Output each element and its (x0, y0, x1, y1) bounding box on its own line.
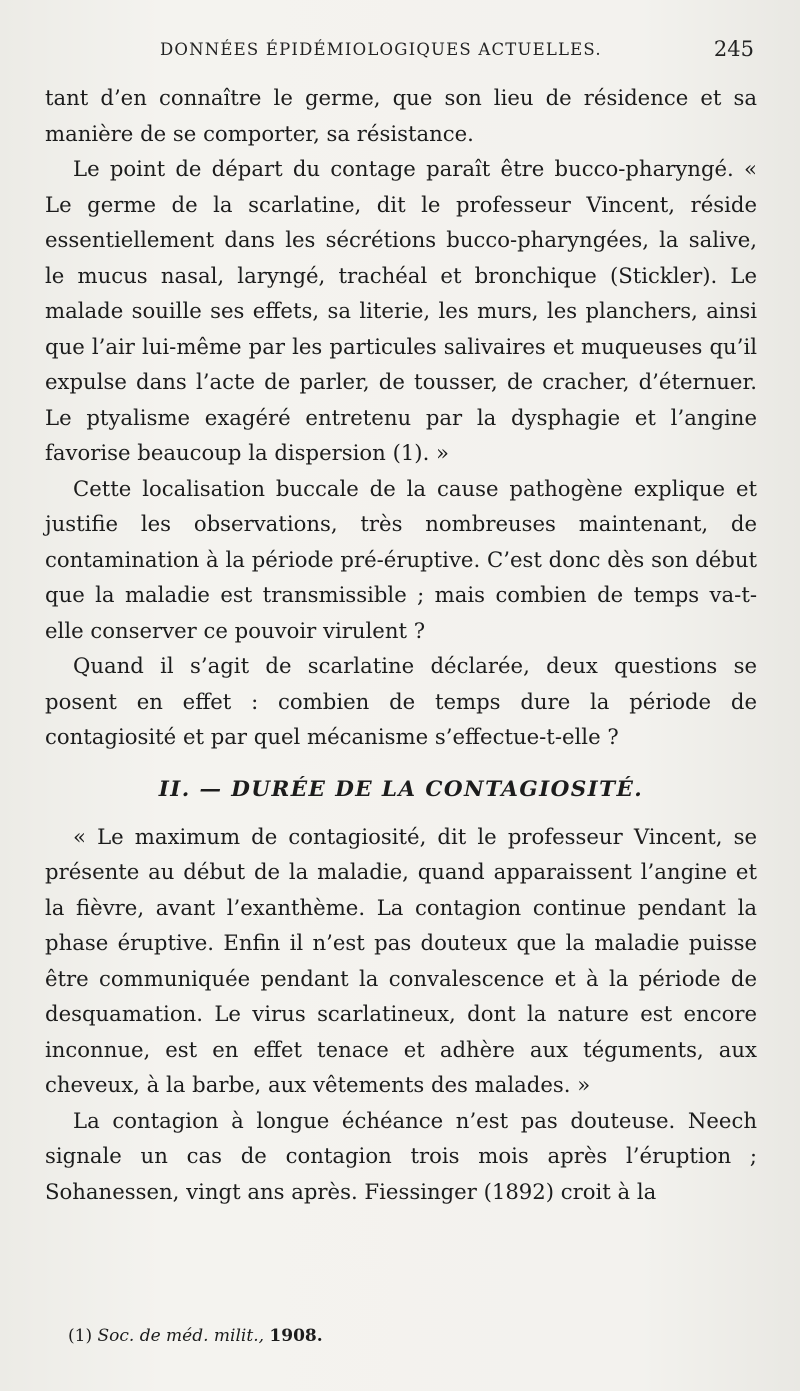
running-head (160, 37, 760, 70)
paragraph-buccal-localisation: Cette localisation buccale de la cause pathogène explique et justifie les observations, très nombreuses maintenant, de contamination à la période pré-éruptive. C’est donc dès son début que la maladie est transmissible ; mais combien de temps va-t-elle conserver ce pouvoir virulent ? (45, 475, 757, 643)
footnote-marker: (1) (68, 1326, 93, 1346)
footnote (68, 1326, 323, 1346)
footnote-source: Soc. de méd. milit., (97, 1326, 264, 1346)
paragraph-continuation: tant d’en connaître le germe, que son lieu de résidence et sa manière de se comporter, sa résistance. (45, 85, 757, 146)
paragraph-contagion-origin: Le point de départ du contage paraît être bucco-pharyngé. « Le germe de la scarlatine, dit le professeur Vincent, réside essentiellement dans les sécrétions bucco-pharyngées, la salive, le mucus nasal, laryngé, trachéal et bronchique (Stickler). Le malade souille ses effets, sa literie, les murs, les planchers, ainsi que l’air lui-même par les particules salivaires et muqueuses qu’il expulse dans l’acte de parler, de tousser, de cracher, d’éternuer. Le ptyalisme exagéré entretenu par la dysphagie et l’angine favorise beaucoup la dispersion (1). » (45, 156, 757, 465)
paragraph-two-questions: Quand il s’agit de scarlatine déclarée, deux questions se posent en effet : combien de temps dure la période de contagiosité et par quel mécanisme s’effectue-t-elle ? (45, 653, 757, 749)
paragraph-maximum-contagiosity: « Le maximum de contagiosité, dit le professeur Vincent, se présente au début de la maladie, quand apparaissent l’angine et la fièvre, avant l’exanthème. La contagion continue pendant la phase éruptive. Enfin il n’est pas douteux que la maladie puisse être communiquée pendant la convalescence et à la période de desquamation. Le virus scarlatineux, dont la nature est encore inconnue, est en effet tenace et adhère aux téguments, aux cheveux, à la barbe, aux vêtements des malades. » (45, 823, 757, 1097)
body-text (45, 80, 757, 1209)
page-number: 245 (713, 37, 754, 61)
running-head-title: DONNÉES ÉPIDÉMIOLOGIQUES ACTUELLES. (160, 40, 602, 59)
footnote-year: 1908. (269, 1326, 323, 1346)
paragraph-long-term-contagion: La contagion à longue échéance n’est pas douteuse. Neech signale un cas de contagion trois mois après l’éruption ; Sohanessen, vingt ans après. Fiessinger (1892) croit à la (45, 1107, 757, 1204)
section-heading: II. — DURÉE DE LA CONTAGIOSITÉ. (158, 776, 644, 802)
